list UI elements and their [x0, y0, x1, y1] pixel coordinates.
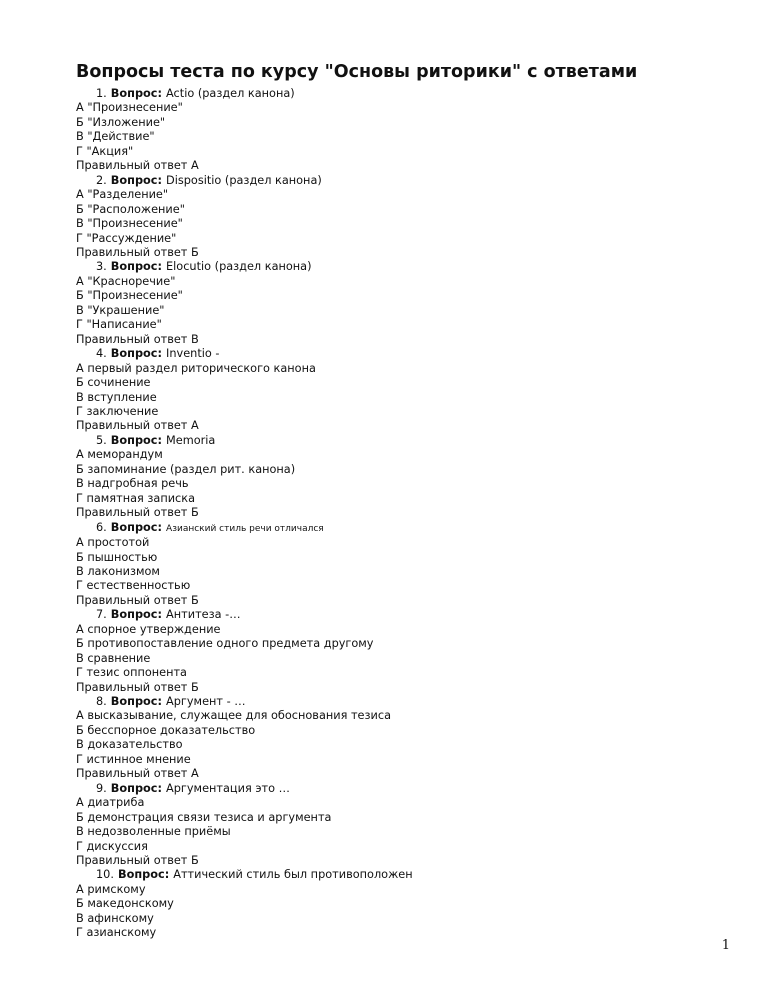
question-label: Вопрос: — [110, 695, 163, 709]
answer-option: А диатриба — [76, 796, 145, 810]
answer-option: В недозволенные приёмы — [76, 825, 231, 839]
question-block — [76, 347, 696, 434]
answer-option: Г естественностью — [76, 579, 191, 593]
answer-option: В афинскому — [76, 911, 154, 925]
answer-option: В вступление — [76, 390, 157, 404]
answer-option: А спорное утверждение — [76, 622, 221, 636]
question-block — [76, 521, 696, 609]
question-number: 3. — [96, 260, 107, 274]
answer-option: Г дискуссия — [76, 839, 148, 853]
question-text: Inventio - — [166, 347, 220, 361]
question-number: 2. — [96, 173, 107, 187]
correct-answer: Правильный ответ Б — [76, 506, 199, 520]
question-label: Вопрос: — [110, 433, 163, 447]
question-line — [76, 782, 696, 796]
correct-answer: Правильный ответ Б — [76, 854, 199, 868]
answer-option: Г заключение — [76, 404, 159, 418]
answer-option: Г "Написание" — [76, 318, 162, 332]
answer-option: Б "Расположение" — [76, 202, 185, 216]
question-number: 8. — [96, 695, 107, 709]
answer-option: Б "Произнесение" — [76, 289, 183, 303]
question-block — [76, 695, 696, 782]
answer-option: Б "Изложение" — [76, 115, 166, 129]
question-number: 5. — [96, 433, 107, 447]
question-list — [76, 87, 696, 941]
question-number: 1. — [96, 87, 107, 100]
answer-option: Б сочинение — [76, 376, 151, 390]
answer-option: Б бесспорное доказательство — [76, 723, 256, 737]
question-number: 4. — [96, 347, 107, 361]
question-text: Аттический стиль был противоположен — [173, 868, 413, 882]
question-block — [76, 608, 696, 695]
answer-option: В "Украшение" — [76, 303, 165, 317]
answer-option: А римскому — [76, 882, 146, 896]
question-block — [76, 174, 696, 261]
correct-answer: Правильный ответ Б — [76, 593, 199, 607]
answer-option: А "Произнесение" — [76, 101, 183, 115]
answer-option: В "Произнесение" — [76, 217, 183, 231]
question-text: Elocutio (раздел канона) — [166, 260, 312, 274]
page-number: 1 — [721, 938, 730, 953]
question-line — [76, 260, 696, 274]
question-label: Вопрос: — [110, 608, 163, 622]
question-text: Memoria — [166, 433, 216, 447]
correct-answer: Правильный ответ А — [76, 767, 199, 781]
correct-answer: Правильный ответ В — [76, 332, 199, 346]
question-number: 7. — [96, 608, 107, 622]
answer-option: А высказывание, служащее для обоснования тезиса — [76, 709, 391, 723]
answer-option: А меморандум — [76, 448, 163, 462]
question-block — [76, 260, 696, 347]
question-number: 6. — [96, 520, 107, 534]
question-label: Вопрос: — [110, 347, 163, 361]
correct-answer: Правильный ответ А — [76, 159, 199, 173]
answer-option: В надгробная речь — [76, 477, 189, 491]
question-text: Азианский стиль речи отличался — [166, 523, 324, 534]
answer-option: Б пышностью — [76, 550, 158, 564]
question-line — [76, 695, 696, 709]
answer-option: Б противопоставление одного предмета другому — [76, 637, 374, 651]
question-text: Actio (раздел канона) — [166, 87, 295, 100]
question-block — [76, 434, 696, 521]
correct-answer: Правильный ответ Б — [76, 680, 199, 694]
question-text: Антитеза -… — [166, 608, 241, 622]
question-label: Вопрос: — [117, 868, 170, 882]
question-label: Вопрос: — [110, 781, 163, 795]
answer-option: Б запоминание (раздел рит. канона) — [76, 462, 296, 476]
question-label: Вопрос: — [110, 87, 163, 100]
question-block — [76, 868, 696, 940]
question-number: 9. — [96, 781, 107, 795]
question-line — [76, 434, 696, 448]
question-line — [76, 521, 696, 536]
answer-option: В лаконизмом — [76, 564, 160, 578]
answer-option: В "Действие" — [76, 130, 155, 144]
question-text: Аргументация это … — [166, 781, 290, 795]
question-label: Вопрос: — [110, 260, 163, 274]
answer-option: Г "Акция" — [76, 144, 134, 158]
question-block — [76, 87, 696, 174]
answer-option: Г тезис оппонента — [76, 666, 187, 680]
question-block — [76, 782, 696, 869]
question-line — [76, 87, 696, 101]
answer-option: А первый раздел риторического канона — [76, 361, 316, 375]
question-label: Вопрос: — [110, 520, 163, 534]
answer-option: Г истинное мнение — [76, 752, 191, 766]
question-line — [76, 347, 696, 361]
answer-option: В доказательство — [76, 738, 183, 752]
answer-option: А простотой — [76, 536, 150, 550]
document-page — [76, 60, 696, 941]
answer-option: Б демонстрация связи тезиса и аргумента — [76, 810, 332, 824]
answer-option: Б македонскому — [76, 897, 174, 911]
question-number: 10. — [96, 868, 114, 882]
question-line — [76, 174, 696, 188]
question-label: Вопрос: — [110, 173, 163, 187]
answer-option: Г азианскому — [76, 926, 157, 940]
answer-option: Г памятная записка — [76, 491, 195, 505]
answer-option: В сравнение — [76, 651, 151, 665]
question-text: Аргумент - … — [166, 695, 246, 709]
answer-option: А "Красноречие" — [76, 274, 176, 288]
question-line — [76, 868, 696, 882]
document-title: Вопросы теста по курсу "Основы риторики" с ответами — [76, 62, 638, 82]
question-line — [76, 608, 696, 622]
correct-answer: Правильный ответ Б — [76, 245, 199, 259]
correct-answer: Правильный ответ А — [76, 419, 199, 433]
answer-option: А "Разделение" — [76, 188, 169, 202]
answer-option: Г "Рассуждение" — [76, 231, 177, 245]
question-text: Dispositio (раздел канона) — [166, 173, 322, 187]
